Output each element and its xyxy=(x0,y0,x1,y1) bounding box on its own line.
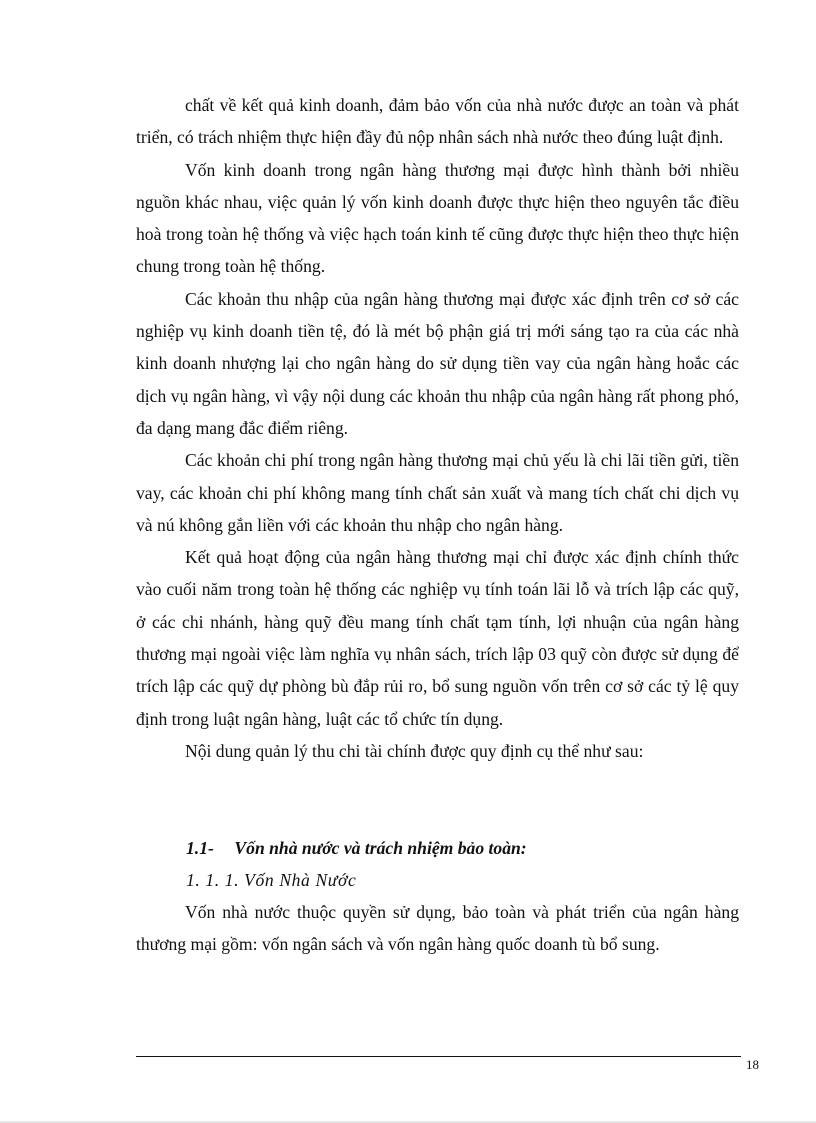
body-text-continued xyxy=(136,896,739,961)
subsection-heading: 1. 1. 1. Vốn Nhà Nước xyxy=(186,870,357,890)
paragraph-6: Nội dung quản lý thu chi tài chính được quy định cụ thể như sau: xyxy=(185,740,644,761)
section-heading-number: 1.1- xyxy=(186,838,214,858)
paragraph-7: Vốn nhà nước thuộc quyền sử dụng, bảo toàn và phát triển của ngân hàng thương mại gồm: vốn ngân sách và vốn ngân hàng quốc doanh tù bổ sung. xyxy=(136,902,739,955)
body-text xyxy=(136,89,739,767)
paragraph-4: Các khoản chi phí trong ngân hàng thương mại chủ yếu là chi lãi tiền gửi, tiền vay, các khoản chi phí không mang tính chất sản xuất và mang tích chất chi dịch vụ và nú không gắn liền với các khoản thu nhập cho ngân hàng. xyxy=(136,450,739,535)
paragraph-3: Các khoản thu nhập của ngân hàng thương mại được xác định trên cơ sở các nghiệp vụ kinh doanh tiền tệ, đó là mét bộ phận giá trị mới sáng tạo ra của các nhà kinh doanh nhượng lại cho ngân hàng do sử dụng tiền vay của ngân hàng hoắc các dịch vụ ngân hàng, vì vậy nội dung các khoản thu nhập của ngân hàng rất phong phó, đa dạng mang đắc điểm riêng. xyxy=(136,288,739,438)
section-heading-title: Vốn nhà nước và trách nhiệm bảo toàn: xyxy=(234,838,527,858)
paragraph-5: Kết quả hoạt động của ngân hàng thương mại chỉ được xác định chính thức vào cuối năm trong toàn hệ thống các nghiệp vụ tính toán lãi lỗ và trích lập các quỹ, ở các chi nhánh, hàng quỹ đều mang tính chất tạm tính, lợi nhuận của ngân hàng thương mại ngoài việc làm nghĩa vụ nhân sách, trích lập 03 quỹ còn được sử dụng để trích lập các quỹ dự phòng bù đắp rủi ro, bổ sung nguồn vốn trên cơ sở các tỷ lệ quy định trong luật ngân hàng, luật các tổ chức tín dụng. xyxy=(136,547,739,729)
section-heading xyxy=(186,832,527,864)
footer-rule xyxy=(136,1056,741,1057)
paragraph-2: Vốn kinh doanh trong ngân hàng thương mại được hình thành bởi nhiều nguồn khác nhau, việc quản lý vốn kinh doanh được thực hiện theo nguyên tắc điều hoà trong toàn hệ thống và việc hạch toán kinh tế cũng được thực hiện theo thực hiện chung trong toàn hệ thống. xyxy=(136,159,739,277)
paragraph-1: chất về kết quả kinh doanh, đảm bảo vốn của nhà nước được an toàn và phát triển, có trách nhiệm thực hiện đầy đủ nộp nhân sách nhà nước theo đúng luật định. xyxy=(136,95,739,148)
page-number: 18 xyxy=(746,1057,759,1072)
